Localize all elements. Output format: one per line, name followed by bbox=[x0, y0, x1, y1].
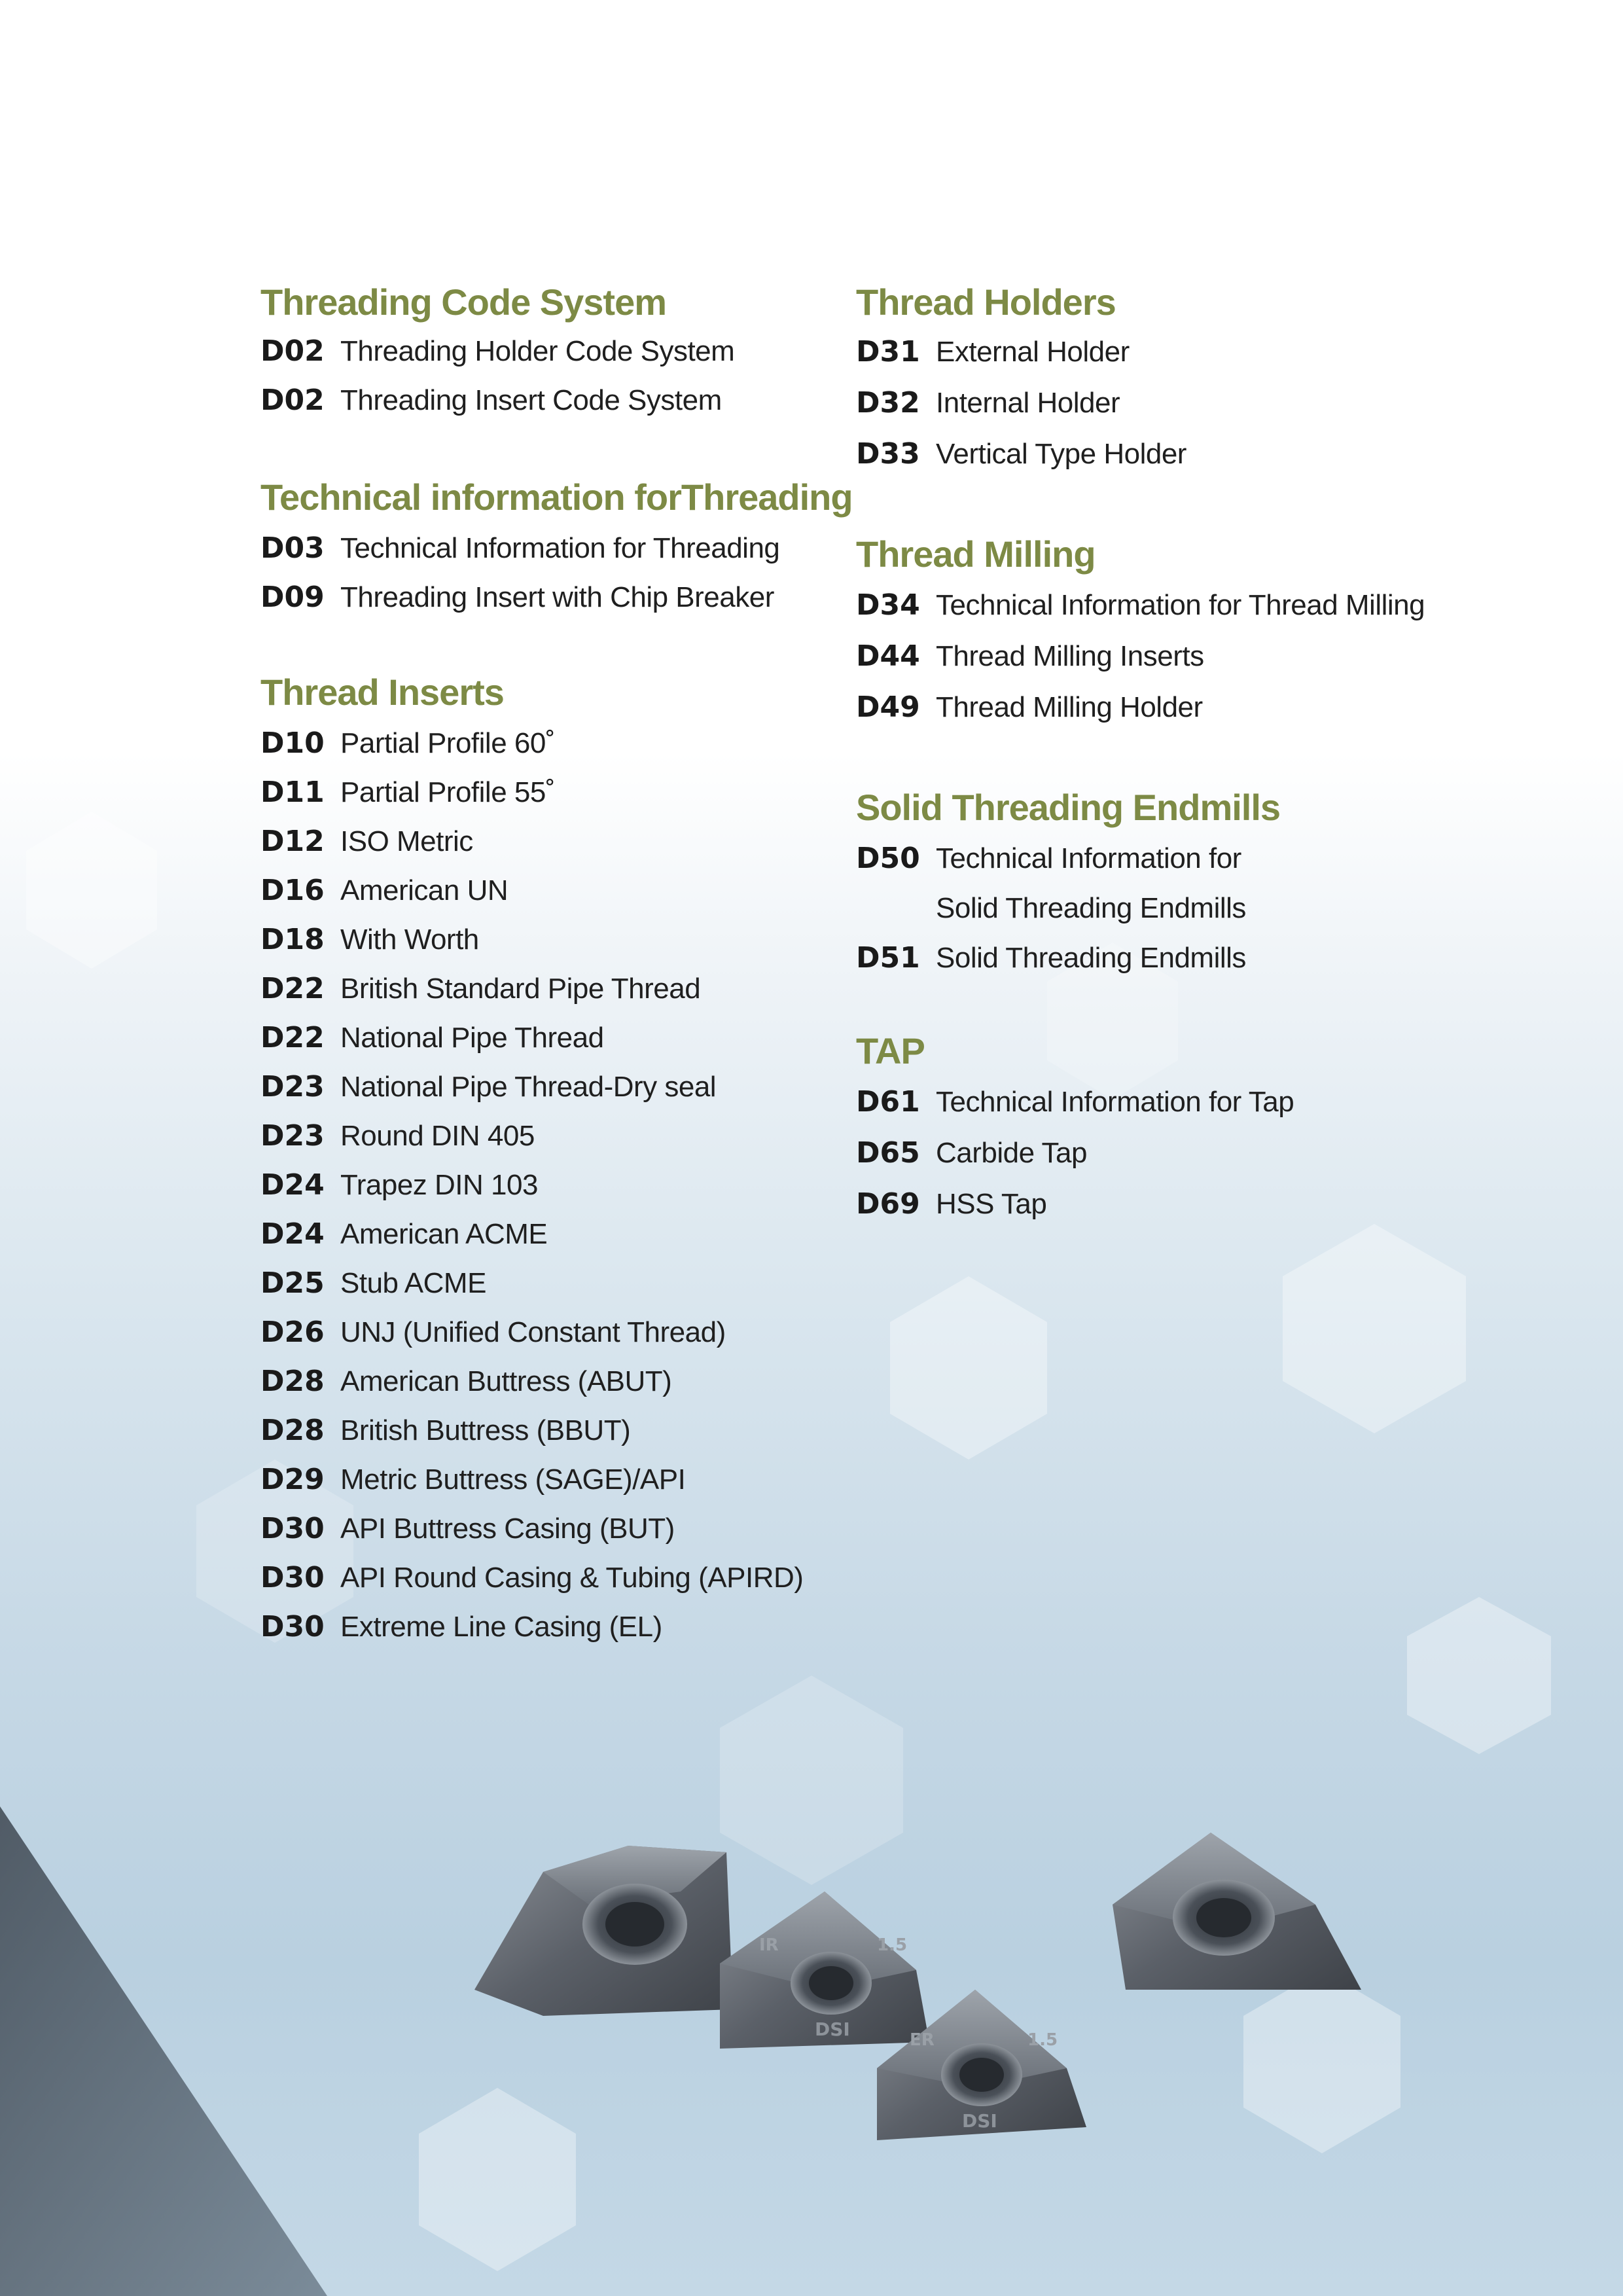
page-code: D09 bbox=[260, 581, 325, 614]
entry-title: British Standard Pipe Thread bbox=[340, 973, 701, 1005]
entry-title: Extreme Line Casing (EL) bbox=[340, 1611, 662, 1643]
entry-title: American UN bbox=[340, 874, 508, 906]
entry-title: Stub ACME bbox=[340, 1267, 486, 1299]
page-code: D51 bbox=[856, 941, 920, 975]
section-heading: Threading Code System bbox=[260, 281, 667, 323]
page-code: D65 bbox=[856, 1136, 920, 1170]
section-heading: Thread Milling bbox=[856, 533, 1096, 575]
insert-center-back bbox=[720, 1892, 929, 2049]
page-code: D22 bbox=[260, 972, 325, 1005]
entry-title: ISO Metric bbox=[340, 825, 473, 857]
insert-brand-label: DSI bbox=[815, 2018, 850, 2040]
entry-title: Vertical Type Holder bbox=[936, 438, 1186, 470]
insert-label: 1.5 bbox=[877, 1935, 908, 1955]
entry-title: Technical Information for Threading bbox=[340, 532, 780, 564]
entry-title: Technical Information for Thread Milling bbox=[936, 589, 1425, 621]
entry-title: External Holder bbox=[936, 336, 1130, 368]
section-heading: Thread Holders bbox=[856, 281, 1116, 323]
entry-title: Threading Holder Code System bbox=[340, 335, 735, 367]
section-technical-information-threading bbox=[260, 476, 853, 614]
page-code: D23 bbox=[260, 1119, 325, 1153]
entry-title-line1: Technical Information for bbox=[936, 842, 1241, 874]
entry-title: Partial Profile 55˚ bbox=[340, 776, 555, 808]
section-heading: Solid Threading Endmills bbox=[856, 787, 1281, 828]
page-code: D24 bbox=[260, 1168, 325, 1202]
page-code: D34 bbox=[856, 588, 920, 622]
page-code: D18 bbox=[260, 923, 325, 956]
entry-title: National Pipe Thread bbox=[340, 1022, 604, 1054]
entry-title: National Pipe Thread-Dry seal bbox=[340, 1071, 717, 1103]
page-code: D22 bbox=[260, 1021, 325, 1054]
entry-title: Technical Information for Tap bbox=[936, 1086, 1294, 1118]
entry-title: Solid Threading Endmills bbox=[936, 942, 1246, 974]
entry-title: Metric Buttress (SAGE)/API bbox=[340, 1463, 686, 1496]
page-code: D30 bbox=[260, 1512, 325, 1545]
insert-right bbox=[1113, 1833, 1361, 1990]
page-code: D26 bbox=[260, 1316, 325, 1349]
page-code: D49 bbox=[856, 691, 920, 724]
page-code: D28 bbox=[260, 1414, 325, 1447]
entry-title: Threading Insert with Chip Breaker bbox=[340, 581, 774, 613]
insert-brand-label: DSI bbox=[962, 2110, 997, 2132]
entry-title: Thread Milling Inserts bbox=[936, 640, 1204, 672]
section-threading-code-system bbox=[260, 281, 735, 417]
entry-title: Thread Milling Holder bbox=[936, 691, 1203, 723]
entry-title: Internal Holder bbox=[936, 387, 1120, 419]
insert-left bbox=[474, 1846, 733, 2016]
entry-title: Threading Insert Code System bbox=[340, 384, 722, 416]
entry-title: API Buttress Casing (BUT) bbox=[340, 1513, 675, 1545]
section-thread-inserts bbox=[260, 672, 804, 1643]
page-code: D24 bbox=[260, 1217, 325, 1251]
entry-title: Partial Profile 60˚ bbox=[340, 727, 555, 759]
entry-title: Carbide Tap bbox=[936, 1137, 1087, 1169]
page-code: D31 bbox=[856, 335, 920, 368]
page-code: D11 bbox=[260, 776, 325, 809]
insert-label: 1.5 bbox=[1027, 2030, 1058, 2050]
page-code: D50 bbox=[856, 842, 920, 875]
entry-title: British Buttress (BBUT) bbox=[340, 1414, 631, 1446]
insert-label: ER bbox=[910, 2030, 935, 2050]
page-code: D44 bbox=[856, 639, 920, 673]
page-code: D28 bbox=[260, 1365, 325, 1398]
section-thread-milling bbox=[856, 533, 1425, 724]
page-code: D03 bbox=[260, 531, 325, 565]
page-code: D23 bbox=[260, 1070, 325, 1103]
entry-title: With Worth bbox=[340, 924, 479, 956]
thread-inserts-photo bbox=[458, 1793, 1387, 2199]
page-code: D10 bbox=[260, 726, 325, 760]
page-code: D02 bbox=[260, 384, 325, 417]
entry-title: Trapez DIN 103 bbox=[340, 1169, 538, 1201]
section-heading: Technical information forThreading bbox=[260, 476, 853, 518]
entry-title: American Buttress (ABUT) bbox=[340, 1365, 672, 1397]
entry-title: American ACME bbox=[340, 1218, 548, 1250]
section-heading: TAP bbox=[856, 1030, 925, 1071]
entry-title: Round DIN 405 bbox=[340, 1120, 535, 1152]
entry-title: UNJ (Unified Constant Thread) bbox=[340, 1316, 726, 1348]
page-code: D32 bbox=[856, 386, 920, 420]
section-heading: Thread Inserts bbox=[260, 672, 504, 713]
section-thread-holders bbox=[856, 281, 1186, 471]
insert-label: IR bbox=[759, 1935, 779, 1955]
entry-title-line2: Solid Threading Endmills bbox=[936, 892, 1246, 924]
page-code: D30 bbox=[260, 1561, 325, 1594]
dark-corner-wedge bbox=[0, 1767, 340, 2296]
page-code: D33 bbox=[856, 437, 920, 471]
page-code: D25 bbox=[260, 1266, 325, 1300]
page-code: D69 bbox=[856, 1187, 920, 1221]
page-code: D12 bbox=[260, 825, 325, 858]
page-code: D29 bbox=[260, 1463, 325, 1496]
section-tap bbox=[856, 1030, 1294, 1221]
page-code: D61 bbox=[856, 1085, 920, 1119]
entry-title: API Round Casing & Tubing (APIRD) bbox=[340, 1562, 804, 1594]
page-code: D30 bbox=[260, 1610, 325, 1643]
entry-title: HSS Tap bbox=[936, 1188, 1047, 1220]
page-code: D16 bbox=[260, 874, 325, 907]
page-code: D02 bbox=[260, 334, 325, 368]
section-solid-threading-endmills bbox=[856, 787, 1281, 975]
